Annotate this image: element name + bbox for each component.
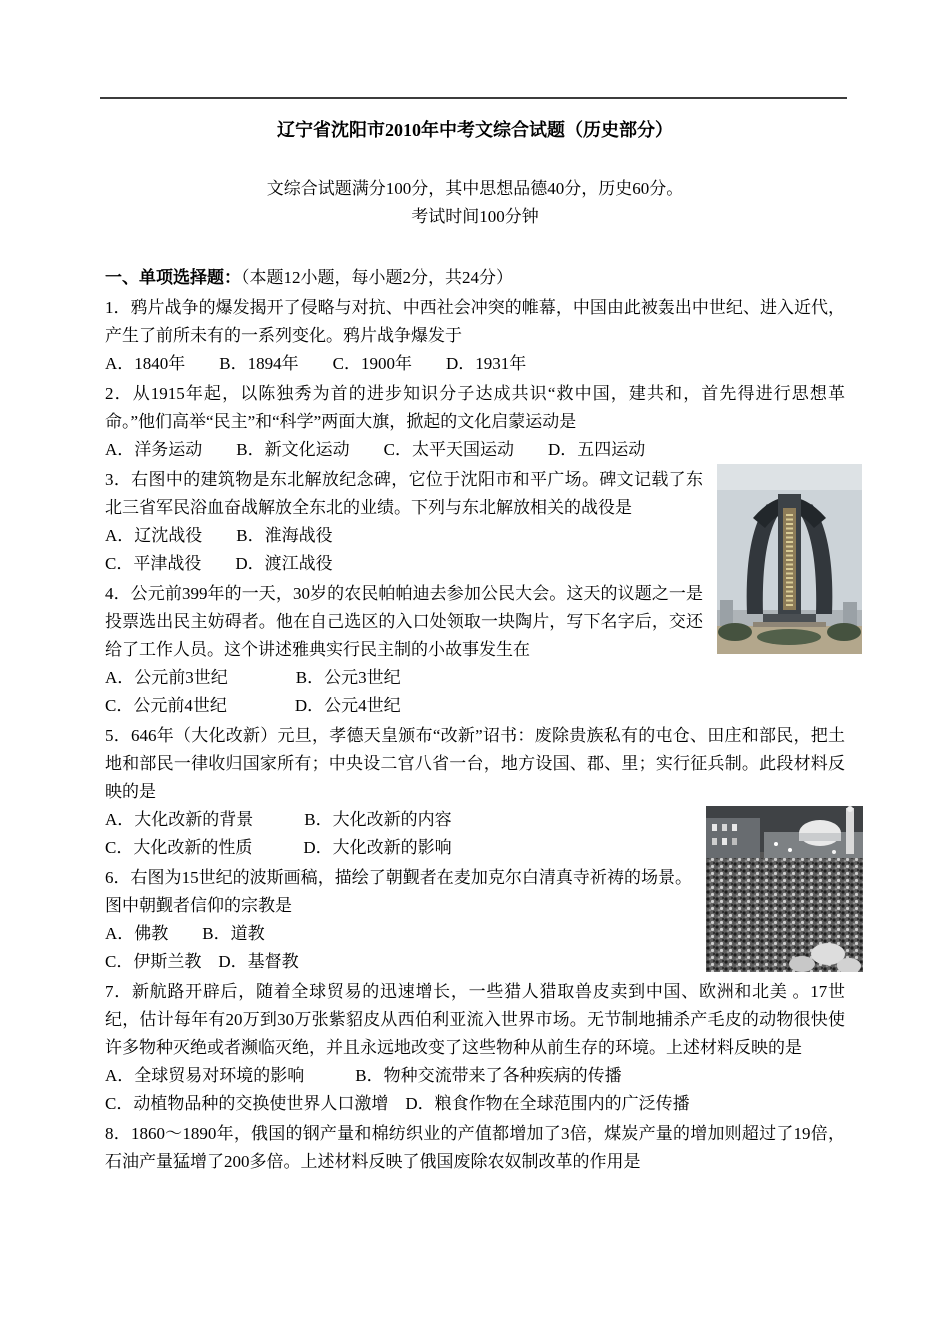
question-6-options-line-2: C．伊斯兰教 D．基督教 [105, 952, 299, 971]
question-4-options-line-1: A．公元前3世纪 B．公元3世纪 [105, 668, 401, 687]
mosque-photo-graphic [706, 806, 863, 972]
question-1-stem: 1．鸦片战争的爆发揭开了侵略与对抗、中西社会冲突的帷幕，中国由此被轰出中世纪、进入近代，产生了前所未有的一系列变化。鸦片战争爆发于 [105, 298, 845, 345]
question-6-options-line-1: A．佛教 B．道教 [105, 924, 265, 943]
question-5-options-line-1: A．大化改新的背景 B．大化改新的内容 [105, 810, 452, 829]
question-2-stem: 2．从1915年起，以陈独秀为首的进步知识分子达成共识“救中国，建共和，首先得进行思想革命。”他们高举“民主”和“科学”两面大旗，掀起的文化启蒙运动是 [105, 384, 845, 431]
question-7-stem: 7．新航路开辟后，随着全球贸易的迅速增长，一些猎人猎取兽皮卖到中国、欧洲和北美 。17世纪，估计每年有20万到30万张紫貂皮从西伯利亚流入世界市场。无节制地捕杀产毛皮的动物很快使许多物种灭绝或者濒临灭绝，并且永远地改变了这些物种从前生存的环境。上述材料反映的是 [105, 982, 845, 1057]
mecca-pilgrims-photo [706, 806, 863, 972]
section-heading-note: （本题12小题，每小题2分，共24分） [241, 268, 513, 287]
question-1-options: A．1840年 B．1894年 C．1900年 D．1931年 [105, 354, 527, 373]
question-4-stem: 4．公元前399年的一天，30岁的农民帕帕迪去参加公民大会。这天的议题之一是投票选出民主妨碍者。他在自己选区的入口处领取一块陶片，写下名字后，交还给了工作人员。这个讲述雅典实行民主制的小故事发生在 [105, 584, 703, 659]
header-rule [100, 97, 847, 99]
question-4-options-line-2: C．公元前4世纪 D．公元4世纪 [105, 696, 401, 715]
monument-photo-graphic [717, 464, 862, 654]
question-7-options-line-2: C．动植物品种的交换使世界人口激增 D．粮食作物在全球范围内的广泛传播 [105, 1094, 690, 1113]
question-3-options-line-2: C．平津战役 D．渡江战役 [105, 554, 333, 573]
question-5-stem: 5．646年（大化改新）元旦，孝德天皇颁布“改新”诏书：废除贵族私有的屯仓、田庄和部民，把土地和部民一律收归国家所有；中央设二官八省一台，地方设国、郡、里；实行征兵制。此段材料反映的是 [105, 726, 845, 801]
question-3-options-line-1: A．辽沈战役 B．淮海战役 [105, 526, 333, 545]
section-heading [105, 263, 845, 292]
question-3-stem: 3．右图中的建筑物是东北解放纪念碑，它位于沈阳市和平广场。碑文记载了东北三省军民浴血奋战解放全东北的业绩。下列与东北解放相关的战役是 [105, 470, 703, 517]
question-6-stem: 6．右图为15世纪的波斯画稿，描绘了朝觐者在麦加克尔白清真寺祈祷的场景。图中朝觐者信仰的宗教是 [105, 868, 692, 915]
page-title: 辽宁省沈阳市2010年中考文综合试题（历史部分） [277, 120, 673, 140]
section-heading-title: 一、单项选择题： [105, 268, 241, 287]
question-8-stem: 8．1860～1890年，俄国的钢产量和棉纺织业的产值都增加了3倍，煤炭产量的增加则超过了19倍，石油产量猛增了200多倍。上述材料反映了俄国废除农奴制改革的作用是 [105, 1124, 845, 1171]
question-2-options: A．洋务运动 B．新文化运动 C．太平天国运动 D．五四运动 [105, 440, 646, 459]
northeast-liberation-monument-photo [717, 464, 862, 654]
question-7-options-line-1: A．全球贸易对环境的影响 B．物种交流带来了各种疾病的传播 [105, 1066, 622, 1085]
question-5-options-line-2: C．大化改新的性质 D．大化改新的影响 [105, 838, 452, 857]
exam-score-info: 文综合试题满分100分，其中思想品德40分，历史60分。 [266, 179, 684, 198]
exam-duration: 考试时间100分钟 [411, 207, 539, 226]
